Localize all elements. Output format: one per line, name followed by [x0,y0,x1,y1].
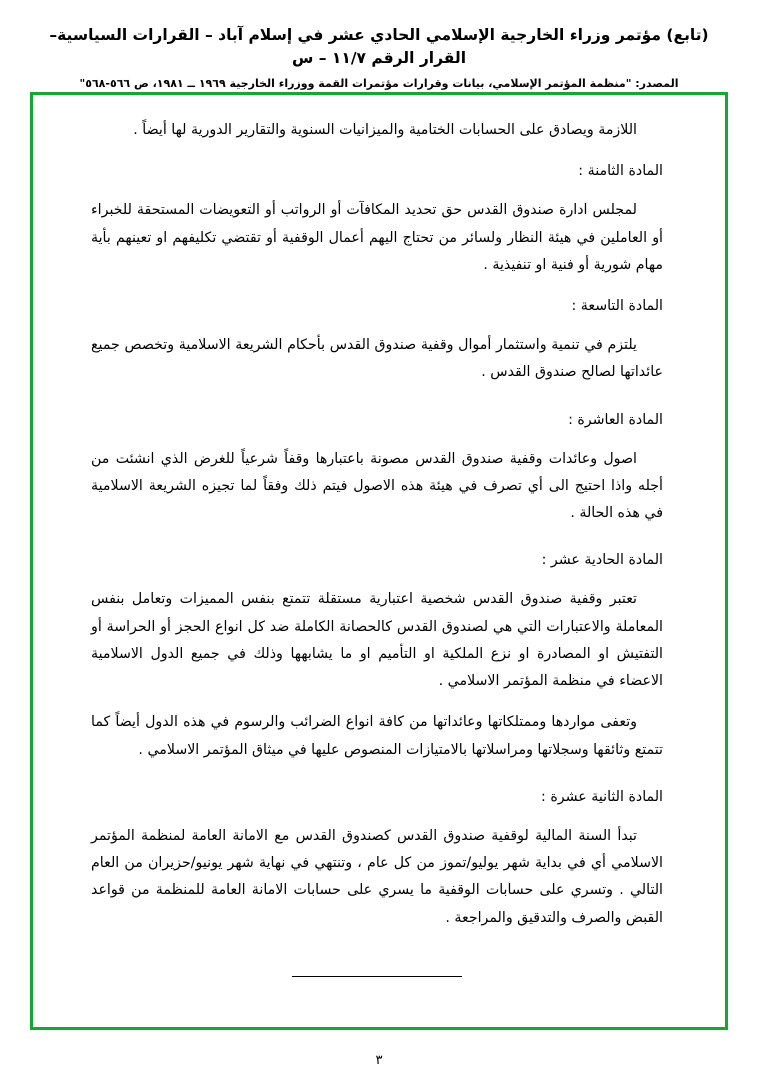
paragraph: لمجلس ادارة صندوق القدس حق تحديد المكافآت أو الرواتب أو التعويضات المستحقة للخبراء أو العاملين في هيئة النظار ولسائر من تحتاج اليهم أعمال الوقفية أو تقتضي تكليفهم او تعينهم بأية مهام شورية أو فنية او تنفيذية . [91,202,663,273]
paragraph: اصول وعائدات وقفية صندوق القدس مصونة باعتبارها وقفاً شرعياً للغرض الذي انشئت من أجله واذا احتيج الى أي تصرف في هيئة هذه الاصول فيتم ذلك وفقاً لما تجيزه الشريعة الاسلامية في هذه الحالة . [91,450,663,522]
header-source: المصدر: "منظمة المؤتمر الإسلامي، بيانات وقرارات مؤتمرات القمة ووزراء الخارجية ١٩٦٩ ــ ١٩٨١، ص ٥٦٦-٥٦٨" [79,76,679,90]
article-heading: المادة العاشرة : [568,411,663,428]
paragraph: تعتبر وقفية صندوق القدس شخصية اعتبارية مستقلة تتمتع بنفس المميزات وتعامل بنفس المعاملة والاعتبارات التي هي لصندوق القدس كالحصانة الكاملة ضد كل انواع الحجز أو الحراسة أو التفتيش او المصادرة او نزع الملكية او التأميم او ما يشابهها وذلك في جميع الدول الاسلامية الاعضاء في منظمة المؤتمر الاسلامي . [91,591,663,690]
horizontal-rule [292,976,462,977]
article-heading: المادة الثامنة : [578,163,663,180]
paragraph: تبدأ السنة المالية لوقفية صندوق القدس كصندوق القدس مع الامانة العامة لمنظمة المؤتمر الاسلامي أي في بداية شهر يوليو/تموز من كل عام ، وتنتهي في نهاية شهر يونيو/حزيران من العام التالي . وتسري على حسابات الوقفية ما يسري على حسابات الامانة العامة للمنظمة من قواعد القبض والصرف والتدقيق والمراجعة . [91,827,663,926]
page-footer [0,1053,758,1068]
header-title: (تابع) مؤتمر وزراء الخارجية الإسلامي الحادي عشر في إسلام آباد – القرارات السياسية– القرار الرقم ١١/٧ – س [49,26,709,68]
page-header [0,0,758,92]
content-frame [30,92,728,1030]
document-body [33,95,725,981]
article-heading: المادة التاسعة : [571,298,663,315]
article-heading: المادة الحادية عشر : [541,552,663,569]
section-divider [91,962,663,981]
page-number: ٣ [375,1053,383,1068]
paragraph: يلتزم في تنمية واستثمار أموال وقفية صندوق القدس بأحكام الشريعة الاسلامية وتخصص جميع عائداتها لصالح صندوق القدس . [91,337,663,381]
paragraph: وتعفى مواردها وممتلكاتها وعائداتها من كافة انواع الضرائب والرسوم في هذه الدول أيضاً كما تتمتع وثائقها وسجلاتها ومراسلاتها بالامتيازات المنصوص عليها في ميثاق المؤتمر الاسلامي . [91,714,663,758]
paragraph: اللازمة ويصادق على الحسابات الختامية والميزانيات السنوية والتقارير الدورية لها أيضاً . [133,122,637,138]
article-heading: المادة الثانية عشرة : [541,788,663,805]
